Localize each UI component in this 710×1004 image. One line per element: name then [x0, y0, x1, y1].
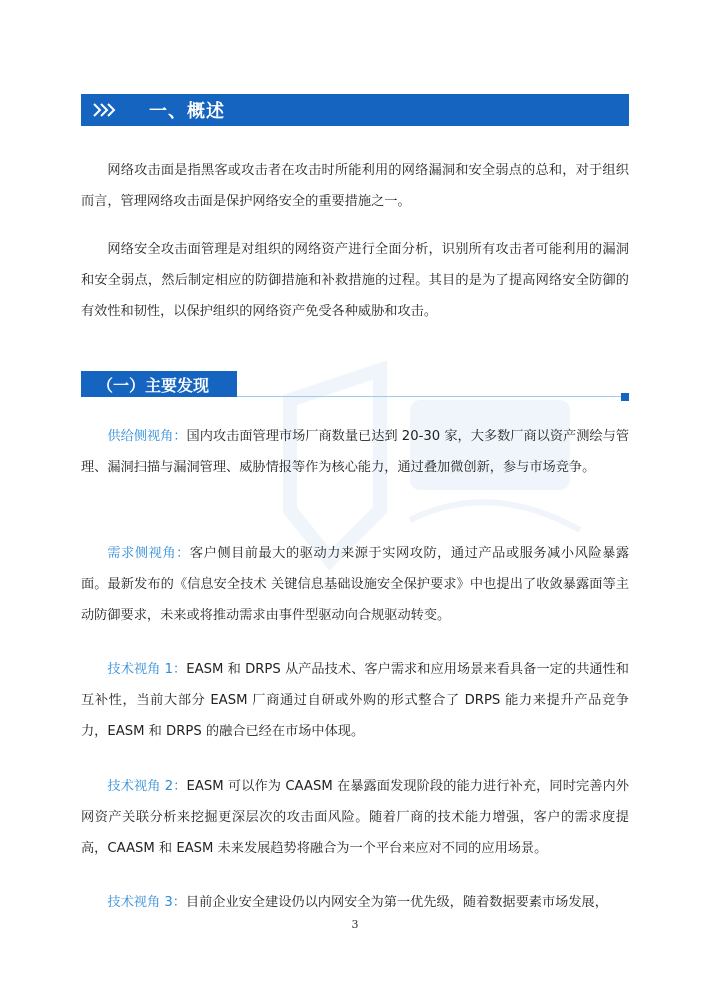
- finding-text: 国内攻击面管理市场厂商数量已达到 20-30 家，大多数厂商以资产测绘与管理、漏洞扫描与漏洞管理、威胁情报等作为核心能力，通过叠加微创新，参与市场竞争。: [81, 429, 630, 475]
- subsection-heading-findings: [81, 371, 629, 405]
- section-heading-title: 一、概述: [149, 101, 225, 122]
- page-number: 3: [351, 918, 359, 931]
- finding-paragraph: [81, 887, 629, 918]
- subsection-heading-title: （一）主要发现: [81, 371, 237, 397]
- finding-lead: 技术视角 2：: [107, 779, 187, 794]
- finding-lead: 技术视角 3：: [107, 895, 186, 910]
- intro-paragraph: 网络攻击面是指黑客或攻击者在攻击时所能利用的网络漏洞和安全弱点的总和，对于组织而言，管理网络攻击面是保护网络安全的重要措施之一。: [81, 163, 629, 209]
- intro-paragraph: 网络安全攻击面管理是对组织的网络资产进行全面分析，识别所有攻击者可能利用的漏洞和安全弱点，然后制定相应的防御措施和补救措施的过程。其目的是为了提高网络安全防御的有效性和韧性，以保护组织的网络资产免受各种威胁和攻击。: [81, 242, 629, 319]
- heading-end-square: [621, 393, 629, 401]
- double-chevron-right-icon: [93, 103, 119, 117]
- finding-lead: 需求侧视角：: [107, 546, 190, 561]
- finding-text: EASM 可以作为 CAASM 在暴露面发现阶段的能力进行补充，同时完善内外网资产关联分析来挖掘更深层次的攻击面风险。随着厂商的技术能力增强，客户的需求度提高，CAASM 和 EASM 未来发展趋势将融合为一个平台来应对不同的应用场景。: [81, 779, 629, 856]
- finding-text: 目前企业安全建设仍以内网安全为第一优先级，随着数据要素市场发展，: [185, 895, 608, 910]
- finding-lead: 供给侧视角：: [107, 429, 187, 444]
- finding-paragraph: [81, 654, 629, 747]
- finding-text: EASM 和 DRPS 从产品技术、客户需求和应用场景来看具备一定的共通性和互补性，当前大部分 EASM 厂商通过自研或外购的形式整合了 DRPS 能力来提升产品竞争力，EASM 和 DRPS 的融合已经在市场中体现。: [81, 662, 629, 739]
- finding-paragraph: [81, 421, 629, 483]
- finding-lead: 技术视角 1：: [107, 662, 187, 677]
- finding-text: 客户侧目前最大的驱动力来源于实网攻防，通过产品或服务减小风险暴露面。最新发布的《信息安全技术 关键信息基础设施安全保护要求》中也提出了收敛暴露面等主动防御要求，未来或将推动需求由事件型驱动向合规驱动转变。: [81, 546, 630, 623]
- section-heading-overview: [81, 94, 629, 126]
- finding-paragraph: [81, 771, 629, 864]
- finding-paragraph: [81, 538, 629, 631]
